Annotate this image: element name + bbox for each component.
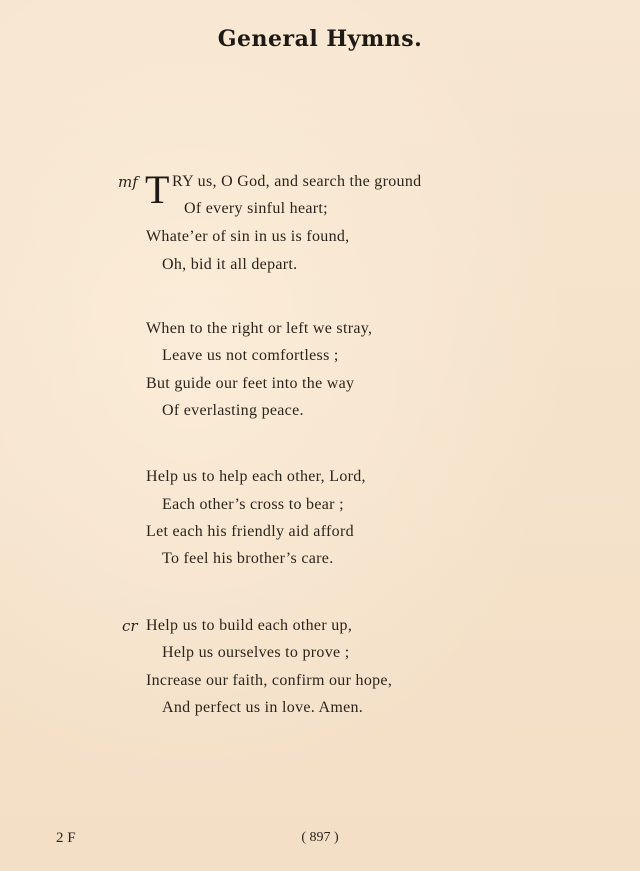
- page-title: General Hymns.: [217, 26, 423, 52]
- stanza-1-line-4: Oh, bid it all depart.: [162, 256, 298, 273]
- stanza-2-line-4: Of everlasting peace.: [162, 402, 304, 419]
- stanza-1-line-1: RY us, O God, and search the ground: [172, 173, 422, 190]
- dynamic-marking-cr: cr: [122, 617, 138, 635]
- stanza-1-line-2: Of every sinful heart;: [184, 200, 328, 217]
- stanza-3-line-4: To feel his brother’s care.: [162, 550, 334, 567]
- dynamic-marking-mf: mf: [118, 173, 138, 191]
- signature-mark: 2 F: [56, 830, 76, 846]
- stanza-3-line-3: Let each his friendly aid afford: [146, 523, 354, 540]
- stanza-4-line-4: And perfect us in love. Amen.: [162, 699, 364, 716]
- stanza-4-line-3: Increase our faith, confirm our hope,: [146, 672, 393, 689]
- stanza-4-line-1: Help us to build each other up,: [146, 617, 353, 634]
- stanza-3-line-1: Help us to help each other, Lord,: [146, 468, 366, 485]
- stanza-3-line-2: Each other’s cross to bear ;: [162, 496, 344, 513]
- stanza-2-line-1: When to the right or left we stray,: [146, 320, 373, 337]
- page-number: ( 897 ): [301, 830, 339, 845]
- drop-cap: T: [145, 167, 170, 212]
- stanza-1-line-3: Whate’er of sin in us is found,: [146, 228, 350, 245]
- stanza-2-line-2: Leave us not comfortless ;: [162, 347, 339, 364]
- stanza-2-line-3: But guide our feet into the way: [146, 375, 355, 392]
- stanza-4-line-2: Help us ourselves to prove ;: [162, 644, 350, 661]
